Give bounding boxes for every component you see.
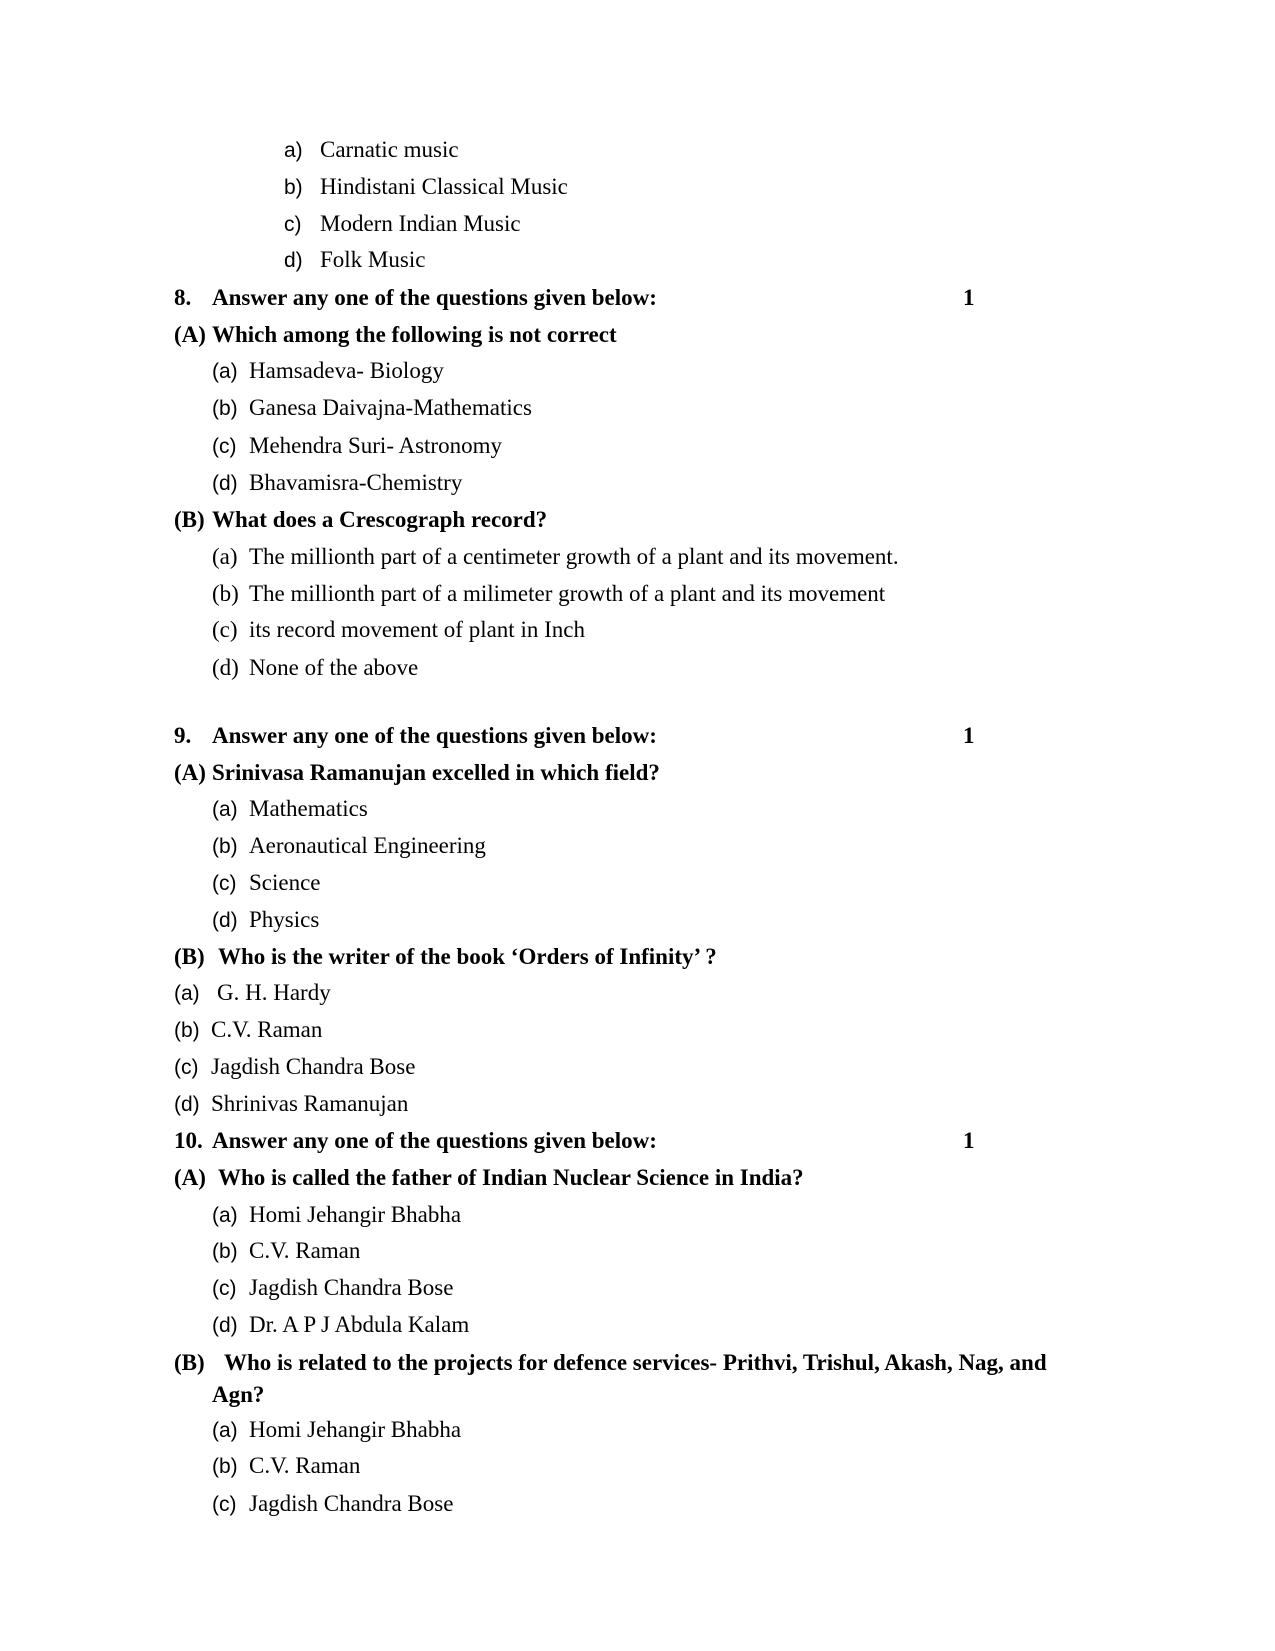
option-text: Folk Music <box>320 247 426 272</box>
option-text: Hindistani Classical Music <box>320 174 568 199</box>
sub-question-label: (B) <box>174 507 205 532</box>
option-text: Homi Jehangir Bhabha <box>249 1417 462 1442</box>
option-text: C.V. Raman <box>249 1453 361 1478</box>
option-text: Ganesa Daivajna-Mathematics <box>249 395 532 420</box>
option-label: (a) <box>212 544 238 569</box>
list-item <box>212 543 899 571</box>
option-label: (a) <box>212 1419 238 1442</box>
list-item <box>212 394 532 423</box>
option-text: G. H. Hardy <box>217 980 331 1005</box>
option-label: (c) <box>212 617 238 642</box>
option-text: Shrinivas Ramanujan <box>211 1091 409 1116</box>
question-heading <box>174 284 657 312</box>
list-item <box>212 1237 360 1266</box>
sub-question <box>174 506 547 534</box>
option-text: Carnatic music <box>320 137 459 162</box>
list-item <box>174 1090 408 1119</box>
sub-question-text: Srinivasa Ramanujan excelled in which field? <box>212 760 660 785</box>
option-text: Mehendra Suri- Astronomy <box>249 433 502 458</box>
option-label: (d) <box>212 655 239 680</box>
option-label: (c) <box>212 435 237 458</box>
question-heading <box>174 722 657 750</box>
list-item <box>212 1201 461 1230</box>
option-label: c) <box>284 213 302 236</box>
option-label: (b) <box>212 1240 238 1263</box>
option-text: The millionth part of a milimeter growth of a plant and its movement <box>249 581 886 606</box>
sub-question-continuation: Agn? <box>212 1382 265 1407</box>
list-item <box>212 357 444 386</box>
option-label: (c) <box>212 872 237 895</box>
question-instruction: Answer any one of the questions given below: <box>212 1128 657 1153</box>
option-text: Aeronautical Engineering <box>249 833 486 858</box>
option-label: (d) <box>212 1314 238 1337</box>
list-item <box>212 616 585 644</box>
option-text: Science <box>249 870 321 895</box>
option-label: d) <box>284 249 303 272</box>
option-text: Dr. A P J Abdula Kalam <box>249 1312 470 1337</box>
option-label: (a) <box>212 360 238 383</box>
option-label: (c) <box>212 1277 237 1300</box>
option-label: (d) <box>212 472 238 495</box>
option-label: (a) <box>174 982 200 1005</box>
option-label: (c) <box>212 1493 237 1516</box>
option-label: a) <box>284 139 303 162</box>
sub-question <box>174 759 660 787</box>
sub-question <box>174 1164 804 1192</box>
marks: 1 <box>963 723 975 748</box>
option-text: Modern Indian Music <box>320 211 521 236</box>
option-label: (b) <box>212 397 238 420</box>
sub-question-label: (B) <box>174 944 205 969</box>
option-text: Homi Jehangir Bhabha <box>249 1202 462 1227</box>
list-item <box>212 1311 469 1340</box>
question-instruction: Answer any one of the questions given below: <box>212 723 657 748</box>
sub-question-text: Who is called the father of Indian Nuclear Science in India? <box>218 1165 804 1190</box>
list-item <box>284 246 425 275</box>
sub-question <box>174 321 617 349</box>
option-text: its record movement of plant in Inch <box>249 617 585 642</box>
marks: 1 <box>963 1128 975 1153</box>
list-item <box>212 1274 453 1303</box>
option-text: Jagdish Chandra Bose <box>249 1491 454 1516</box>
list-item <box>212 1490 453 1519</box>
list-item <box>212 1452 360 1481</box>
list-item <box>212 1416 461 1445</box>
list-item <box>174 1016 322 1045</box>
option-text: Hamsadeva- Biology <box>249 358 444 383</box>
question-heading <box>174 1127 657 1155</box>
option-text: Physics <box>249 907 320 932</box>
sub-question <box>174 1349 1047 1377</box>
sub-question-label: (A) <box>174 1165 206 1190</box>
option-text: None of the above <box>249 655 419 680</box>
option-label: (b) <box>212 835 238 858</box>
sub-question-text: What does a Crescograph record? <box>212 507 548 532</box>
option-text: Mathematics <box>249 796 368 821</box>
list-item <box>212 469 462 498</box>
sub-question-text: Who is related to the projects for defence services- Prithvi, Trishul, Akash, Nag, and <box>224 1350 1047 1375</box>
sub-question-label: (A) <box>174 322 206 347</box>
option-label: (c) <box>174 1056 199 1079</box>
marks: 1 <box>963 285 975 310</box>
option-label: (d) <box>174 1093 200 1116</box>
sub-question-text: Who is the writer of the book ‘Orders of Infinity’ ? <box>218 944 717 969</box>
option-text: The millionth part of a centimeter growth of a plant and its movement. <box>249 544 899 569</box>
option-label: (d) <box>212 909 238 932</box>
option-label: (a) <box>212 798 238 821</box>
list-item <box>284 173 568 202</box>
sub-question-label: (B) <box>174 1350 205 1375</box>
option-label: (b) <box>174 1019 200 1042</box>
list-item <box>212 906 319 935</box>
sub-question <box>174 943 717 971</box>
option-label: (b) <box>212 1455 238 1478</box>
option-label: b) <box>284 176 303 199</box>
list-item <box>284 136 459 165</box>
option-text: C.V. Raman <box>249 1238 361 1263</box>
option-text: Jagdish Chandra Bose <box>211 1054 416 1079</box>
option-label: (a) <box>212 1204 238 1227</box>
list-item <box>174 1053 415 1082</box>
list-item <box>212 869 321 898</box>
sub-question-label: (A) <box>174 760 206 785</box>
option-text: Jagdish Chandra Bose <box>249 1275 454 1300</box>
option-text: C.V. Raman <box>211 1017 323 1042</box>
list-item <box>212 832 486 861</box>
list-item <box>212 432 502 461</box>
question-number: 10. <box>174 1128 203 1153</box>
list-item <box>212 580 885 608</box>
sub-question-text: Which among the following is not correct <box>212 322 617 347</box>
question-instruction: Answer any one of the questions given below: <box>212 285 657 310</box>
list-item <box>212 654 418 682</box>
question-number: 9. <box>174 723 192 748</box>
list-item <box>174 979 331 1008</box>
option-label: (b) <box>212 581 239 606</box>
list-item <box>212 795 368 824</box>
option-text: Bhavamisra-Chemistry <box>249 470 463 495</box>
list-item <box>284 210 521 239</box>
question-number: 8. <box>174 285 192 310</box>
